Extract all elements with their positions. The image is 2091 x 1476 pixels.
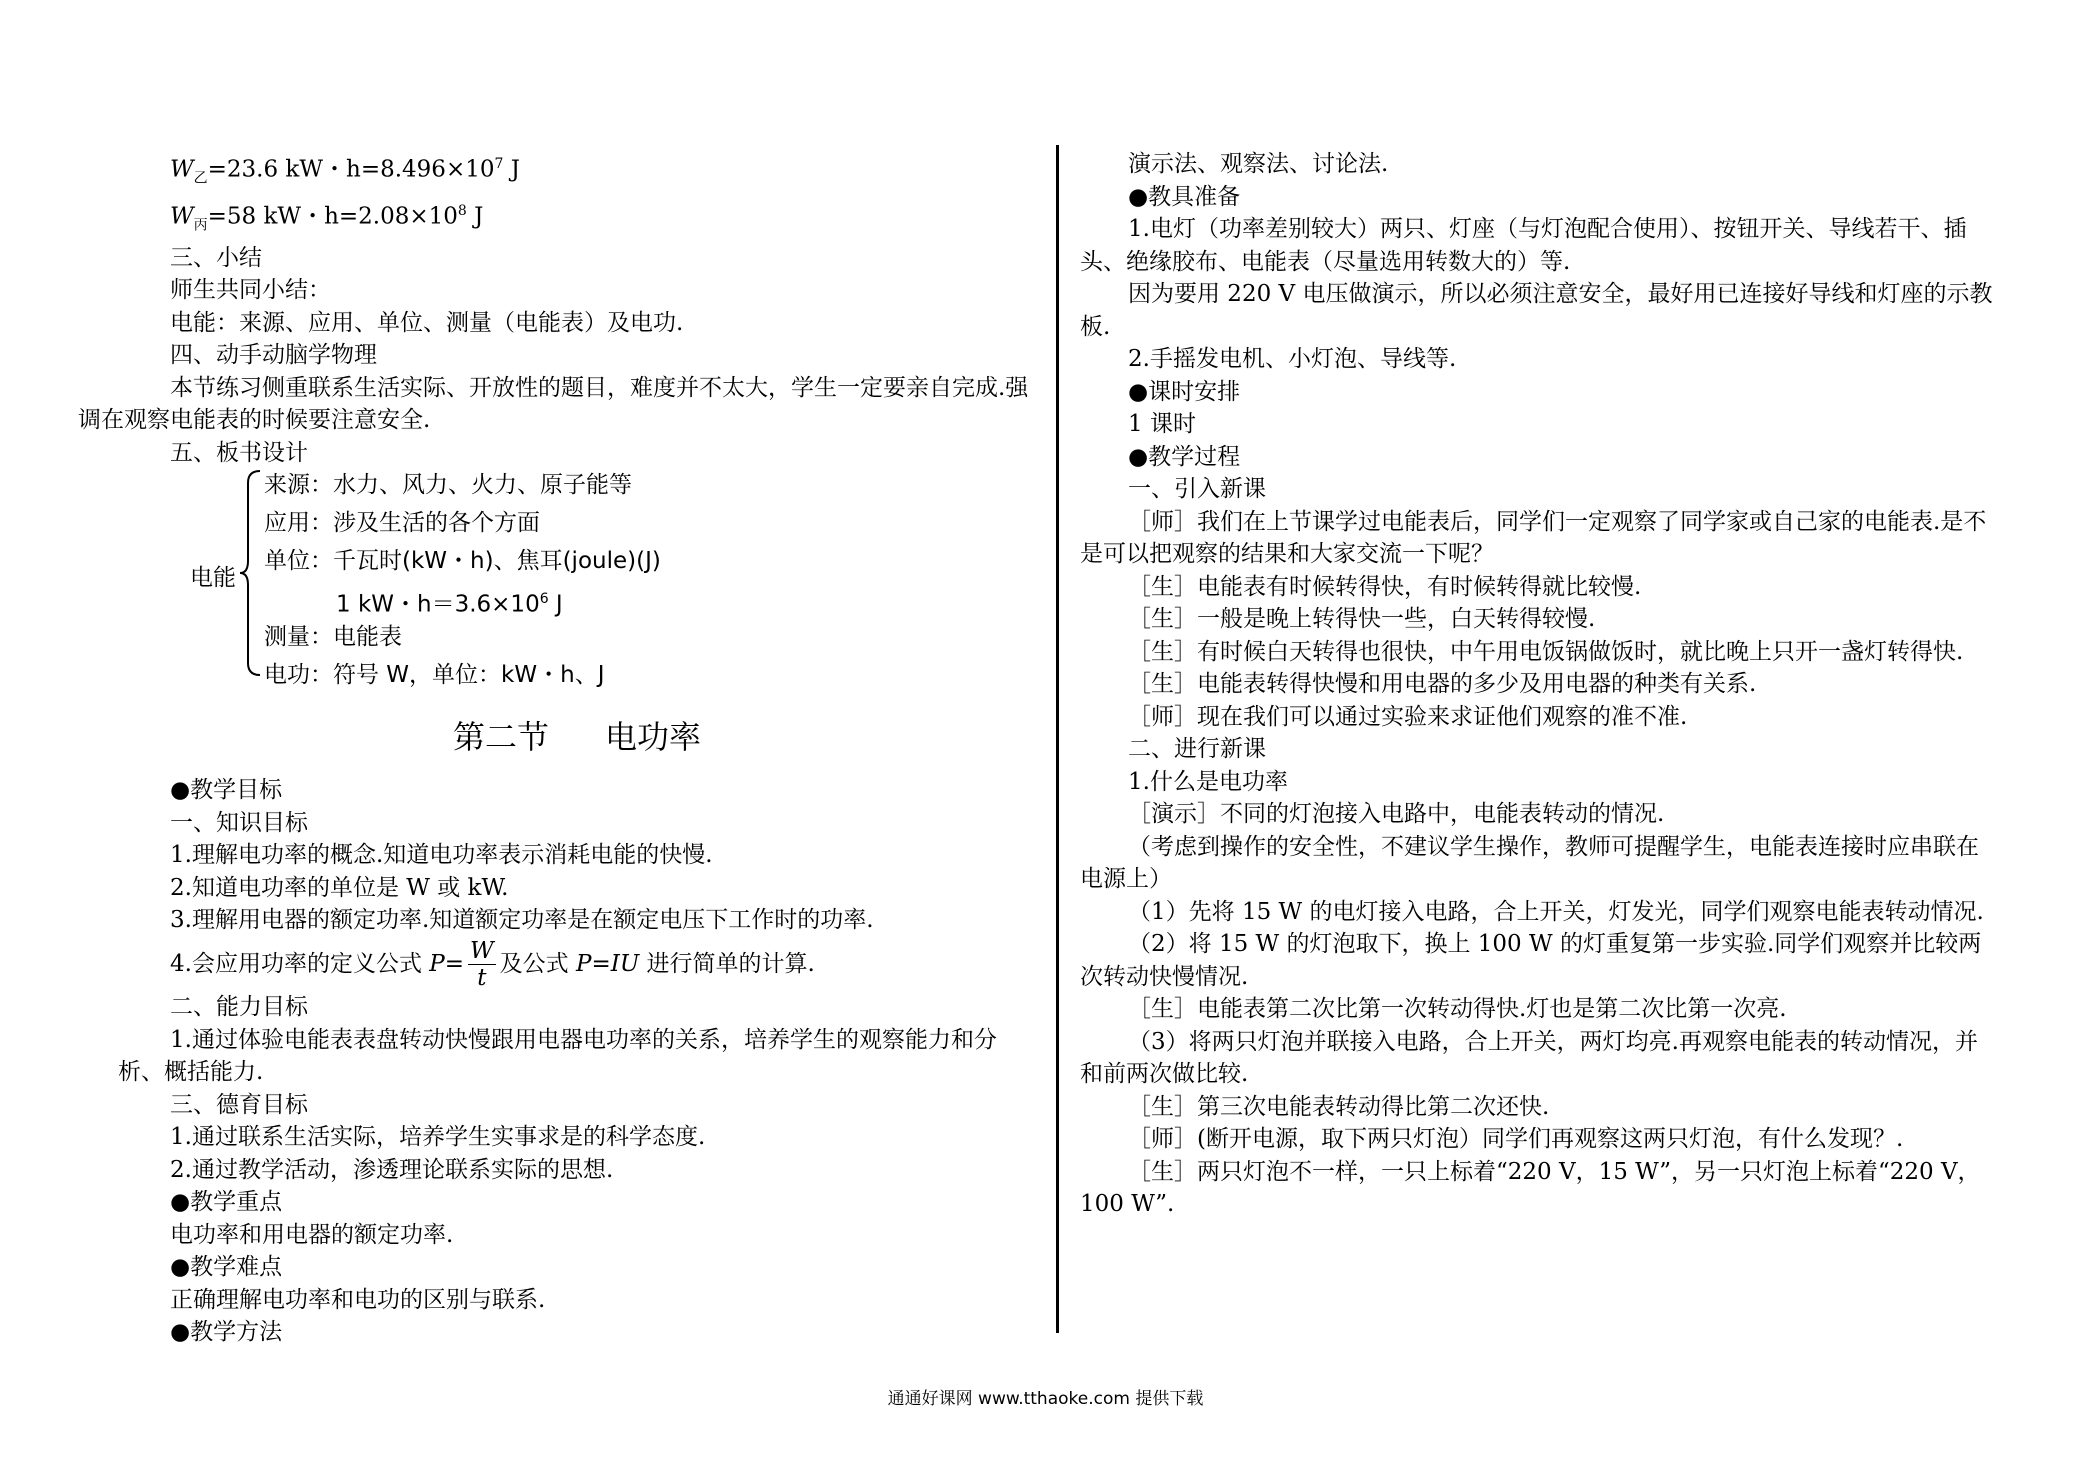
heading-schedule: ●课时安排 bbox=[1128, 378, 1241, 405]
subheading: 一、知识目标 bbox=[170, 809, 308, 836]
formula-mid: 及公式 bbox=[499, 950, 576, 977]
paragraph: 100 W”. bbox=[1080, 1191, 1175, 1217]
paragraph: ［演示］不同的灯泡接入电路中，电能表转动的情况. bbox=[1128, 801, 1665, 827]
paragraph: 演示法、观察法、讨论法. bbox=[1128, 151, 1389, 177]
board-item-conversion bbox=[336, 583, 563, 621]
paragraph: 1 课时 bbox=[1128, 411, 1196, 437]
board-root-label: 电能 bbox=[190, 565, 236, 591]
paragraph: （3）将两只灯泡并联接入电路，合上开关，两灯均亮.再观察电能表的转动情况，并和前两次做比较. bbox=[1080, 1028, 1978, 1087]
unit: J bbox=[466, 203, 484, 230]
subheading: 二、进行新课 bbox=[1128, 736, 1266, 762]
paragraph: 3.理解用电器的额定功率.知道额定功率是在额定电压下工作时的功率. bbox=[170, 907, 874, 933]
equation-text: =58 kW・h=2.08×10 bbox=[207, 203, 458, 230]
paragraph: 本节练习侧重联系生活实际、开放性的题目，难度并不太大，学生一定要亲自完成.强调在观察电能表的时候要注意安全. bbox=[78, 374, 1029, 433]
section-number: 第二节 bbox=[452, 718, 549, 756]
paragraph: 1.通过体验电能表表盘转动快慢跟用电器电功率的关系，培养学生的观察能力和分析、概括能力. bbox=[118, 1026, 997, 1085]
denominator: t bbox=[477, 965, 487, 991]
paragraph: ［生］两只灯泡不一样，一只上标着“220 V，15 W”，另一只灯泡上标着“220 V， bbox=[1128, 1158, 1981, 1185]
paragraph: 1.什么是电功率 bbox=[1128, 768, 1288, 795]
formula-suffix: 进行简单的计算. bbox=[639, 950, 815, 977]
unit: J bbox=[503, 156, 520, 183]
paragraph: ［生］第三次电能表转动得比第二次还快. bbox=[1128, 1093, 1550, 1120]
board-item-application: 应用：涉及生活的各个方面 bbox=[264, 510, 540, 536]
heading-difficulties: ●教学难点 bbox=[170, 1254, 283, 1280]
paragraph: 2.知道电功率的单位是 W 或 kW. bbox=[170, 874, 509, 901]
subscript: 丙 bbox=[193, 217, 208, 233]
paragraph: 1.理解电功率的概念.知道电功率表示消耗电能的快慢. bbox=[170, 842, 713, 868]
paragraph: 2.手摇发电机、小灯泡、导线等. bbox=[1128, 346, 1457, 372]
paragraph: （1）先将 15 W 的电灯接入电路，合上开关，灯发光，同学们观察电能表转动情况. bbox=[1128, 898, 1984, 925]
paragraph: ［生］电能表第二次比第一次转动得快.灯也是第二次比第一次亮. bbox=[1128, 996, 1787, 1022]
paragraph: 电能：来源、应用、单位、测量（电能表）及电功. bbox=[170, 309, 684, 336]
exponent: 8 bbox=[457, 202, 467, 219]
paragraph: ［师］(断开电源，取下两只灯泡）同学们再观察这两只灯泡，有什么发现？. bbox=[1128, 1126, 1904, 1152]
heading-process: ●教学过程 bbox=[1128, 443, 1241, 470]
conversion-text: 1 kW・h＝3.6×10 bbox=[336, 591, 540, 618]
section-title bbox=[122, 714, 1032, 760]
board-item-unit: 单位：千瓦时(kW・h)、焦耳(joule)(J) bbox=[264, 548, 661, 574]
formula-prefix: 4.会应用功率的定义公式 bbox=[170, 950, 430, 977]
paragraph: ［师］我们在上节课学过电能表后，同学们一定观察了同学家或自己家的电能表.是不是可以把观察的结果和大家交流一下呢？ bbox=[1080, 508, 1987, 567]
paragraph: 1.通过联系生活实际，培养学生实事求是的科学态度. bbox=[170, 1124, 706, 1150]
board-item-work: 电功：符号 W，单位：kW・h、J bbox=[264, 662, 605, 688]
unit: J bbox=[548, 591, 563, 618]
w-yi-line bbox=[122, 148, 1032, 195]
paragraph: 电功率和用电器的额定功率. bbox=[170, 1221, 454, 1248]
paragraph: ［生］电能表转得快慢和用电器的多少及用电器的种类有关系. bbox=[1128, 671, 1757, 697]
formula-piu: P=IU bbox=[575, 950, 640, 977]
paragraph: （2）将 15 W 的灯泡取下，换上 100 W 的灯重复第一步实验.同学们观察并比较两次转动快慢情况. bbox=[1080, 931, 1982, 990]
symbol-w: W bbox=[170, 203, 194, 230]
w-bing-line bbox=[122, 195, 1032, 242]
paragraph: （考虑到操作的安全性，不建议学生操作，教师可提醒学生，电能表连接时应串联在电源上） bbox=[1080, 833, 1979, 892]
fraction bbox=[468, 938, 496, 991]
subscript: 乙 bbox=[193, 170, 208, 187]
exponent: 7 bbox=[494, 156, 504, 172]
paragraph: 因为要用 220 V 电压做演示，所以必须注意安全，最好用已连接好导线和灯座的示教板. bbox=[1080, 281, 1993, 340]
paragraph: ［生］电能表有时候转得快，有时候转得就比较慢. bbox=[1128, 573, 1642, 600]
subheading: 二、能力目标 bbox=[170, 994, 308, 1020]
page-footer: 通通好课网 www.tthaoke.com 提供下载 bbox=[887, 1389, 1204, 1409]
numerator: W bbox=[470, 938, 494, 964]
brace-icon bbox=[240, 469, 262, 677]
paragraph: 2.通过教学活动，渗透理论联系实际的思想. bbox=[170, 1156, 614, 1183]
section-name: 电功率 bbox=[605, 718, 702, 756]
exponent: 6 bbox=[539, 591, 549, 607]
heading-summary: 三、小结 bbox=[170, 244, 262, 271]
heading-goals: ●教学目标 bbox=[170, 777, 283, 803]
board-item-source: 来源：水力、风力、火力、原子能等 bbox=[264, 472, 632, 498]
subheading: 三、德育目标 bbox=[170, 1091, 308, 1118]
subheading: 一、引入新课 bbox=[1128, 476, 1266, 502]
paragraph: 正确理解电功率和电功的区别与联系. bbox=[170, 1286, 546, 1313]
paragraph: ［生］一般是晚上转得快一些，白天转得较慢. bbox=[1128, 606, 1596, 632]
equation-text: =23.6 kW・h=8.496×10 bbox=[207, 156, 495, 183]
heading-equipment: ●教具准备 bbox=[1128, 183, 1241, 210]
symbol-p: P bbox=[429, 950, 445, 977]
heading-exercise: 四、动手动脑学物理 bbox=[170, 342, 377, 368]
symbol-w: W bbox=[170, 156, 194, 183]
column-divider bbox=[1056, 145, 1059, 1333]
heading-board-design: 五、板书设计 bbox=[170, 439, 308, 466]
heading-methods: ●教学方法 bbox=[170, 1319, 283, 1345]
board-design bbox=[122, 469, 1032, 688]
paragraph: 1.电灯（功率差别较大）两只、灯座（与灯泡配合使用）、按钮开关、导线若干、插头、绝缘胶布、电能表（尽量选用转数大的）等. bbox=[1080, 216, 1967, 275]
formula-line bbox=[122, 937, 1032, 992]
paragraph: 师生共同小结： bbox=[170, 277, 331, 303]
board-item-measure: 测量：电能表 bbox=[264, 624, 402, 650]
left-column bbox=[78, 148, 1032, 1349]
right-column bbox=[1080, 148, 1995, 1221]
paragraph: ［生］有时候白天转得也很快，中午用电饭锅做饭时，就比晚上只开一盏灯转得快. bbox=[1128, 638, 1964, 665]
paragraph: ［师］现在我们可以通过实验来求证他们观察的准不准. bbox=[1128, 703, 1688, 730]
equals: = bbox=[444, 950, 465, 977]
heading-key-points: ●教学重点 bbox=[170, 1189, 283, 1215]
